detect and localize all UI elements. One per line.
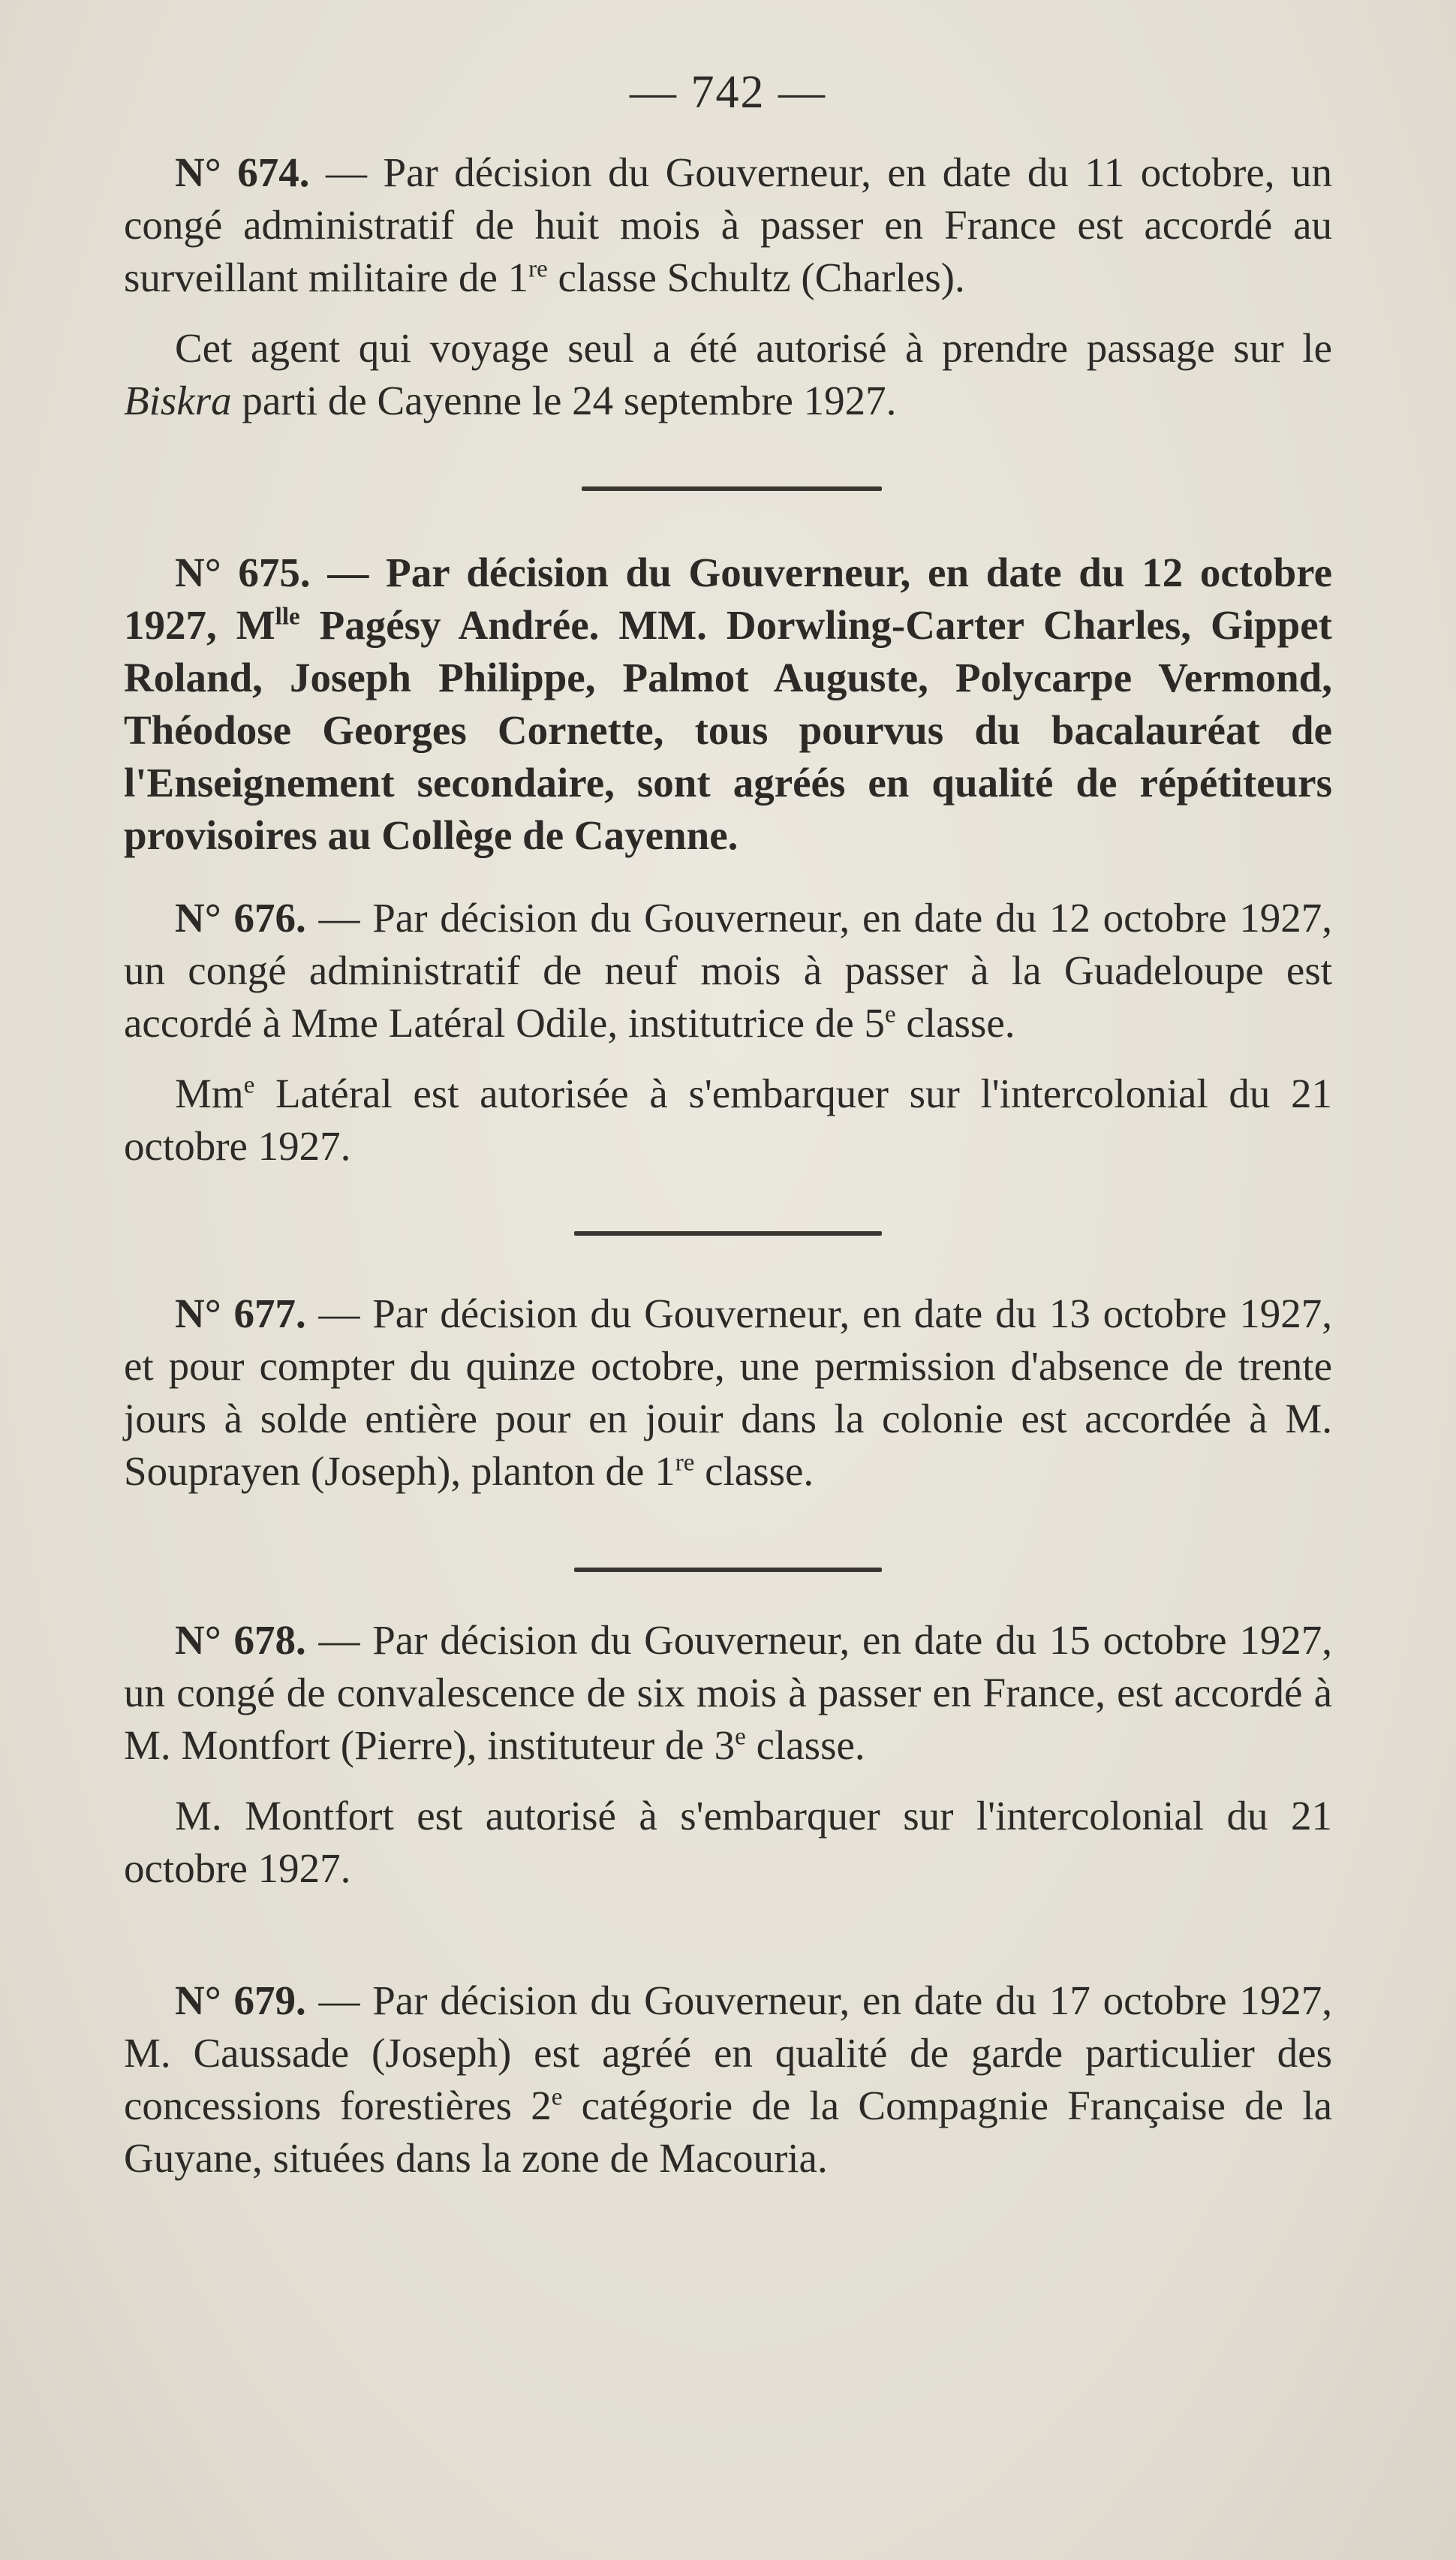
entry-text-continued: classe. (694, 1448, 814, 1494)
title-suffix: e (243, 1071, 255, 1099)
entry-number: N° 674. (175, 149, 310, 195)
entry-number: N° 678. (175, 1617, 306, 1663)
section-divider (582, 486, 882, 491)
entry-text-continued: catégorie de la Compagnie Française de la Guyane, situées dans la zone de Macouria. (124, 2083, 1332, 2181)
ship-name: Biskra (124, 378, 232, 423)
entry-text-continued: Latéral est autorisée à s'embarquer sur l'intercolonial du 21 octobre 1927. (124, 1071, 1332, 1169)
entry-number: N° 676. (175, 895, 306, 941)
entry-number: N° 679. (175, 1977, 306, 2023)
entry-678-paragraph-1 (124, 1614, 1332, 1772)
entry-text: — Par décision du Gouverneur, en date du 11 octobre, un congé administratif de huit mois à passer en France est accordé au surveillant militaire de 1 (124, 149, 1332, 300)
entry-text: Cet agent qui voyage seul a été autorisé à prendre passage sur le (175, 325, 1332, 371)
ordinal-suffix: e (551, 2083, 563, 2111)
entry-675 (124, 547, 1332, 862)
entry-674-paragraph-1 (124, 146, 1332, 304)
entry-678 (124, 1614, 1332, 1895)
ordinal-suffix: re (528, 255, 548, 283)
title-suffix: lle (275, 603, 300, 631)
entry-number: N° 675. (175, 550, 311, 595)
entry-text-continued: parti de Cayenne le 24 septembre 1927. (231, 378, 897, 423)
section-divider (574, 1231, 882, 1236)
entry-text: — Par décision du Gouverneur, en date du 12 octobre 1927, un congé administratif de neuf mois à passer à la Guadeloupe est accordé à Mme Latéral Odile, institutrice de 5 (124, 895, 1332, 1046)
section-divider (574, 1568, 882, 1572)
entry-679 (124, 1974, 1332, 2185)
ordinal-suffix: e (735, 1723, 746, 1751)
entry-678-paragraph-2 (124, 1790, 1332, 1895)
page-number: — 742 — (630, 67, 826, 118)
entry-text-continued: classe. (745, 1722, 865, 1768)
entry-text: — Par décision du Gouverneur, en date du 12 octobre 1927, M (124, 550, 1333, 648)
entry-text: — Par décision du Gouverneur, en date du 15 octobre 1927, un congé de convalescence de six mois à passer en France, est accordé à M. Montfort (Pierre), instituteur de 3 (124, 1617, 1332, 1768)
ordinal-suffix: re (675, 1449, 695, 1477)
entry-676-paragraph-1 (124, 892, 1332, 1050)
ordinal-suffix: e (885, 1001, 896, 1029)
entry-674-paragraph-2 (124, 322, 1332, 427)
entry-679-paragraph-1 (124, 1974, 1332, 2185)
entry-text-continued: classe Schultz (Charles). (547, 254, 965, 300)
entry-675-paragraph-1 (124, 547, 1332, 862)
entry-677 (124, 1288, 1332, 1498)
entry-number: N° 677. (175, 1291, 306, 1336)
entry-676-paragraph-2 (124, 1068, 1332, 1173)
entry-text: — Par décision du Gouverneur, en date du 13 octobre 1927, et pour compter du quinze octobre, une permission d'absence de trente jours à solde entière pour en jouir dans la colonie est accordée à M. Souprayen (Joseph), planton de 1 (124, 1291, 1332, 1494)
entry-text-continued: Pagésy Andrée. MM. Dorwling-Carter Charles, Gippet Roland, Joseph Philippe, Palmot Auguste, Polycarpe Vermond, Théodose Georges Cornette, tous pourvus du bacalauréat de l'Enseignement secondaire, sont agréés en qualité de répétiteurs provisoires au Collège de Cayenne. (124, 602, 1332, 858)
entry-text: Mm (175, 1071, 244, 1116)
entry-677-paragraph-1 (124, 1288, 1332, 1498)
entry-text-continued: classe. (895, 1000, 1015, 1046)
entry-text: — Par décision du Gouverneur, en date du 17 octobre 1927, M. Caussade (Joseph) est agréé en qualité de garde particulier des concessions forestières 2 (124, 1977, 1332, 2128)
entry-text: M. Montfort est autorisé à s'embarquer sur l'intercolonial du 21 octobre 1927. (124, 1793, 1332, 1891)
entry-676 (124, 892, 1332, 1173)
entry-674 (124, 146, 1332, 427)
